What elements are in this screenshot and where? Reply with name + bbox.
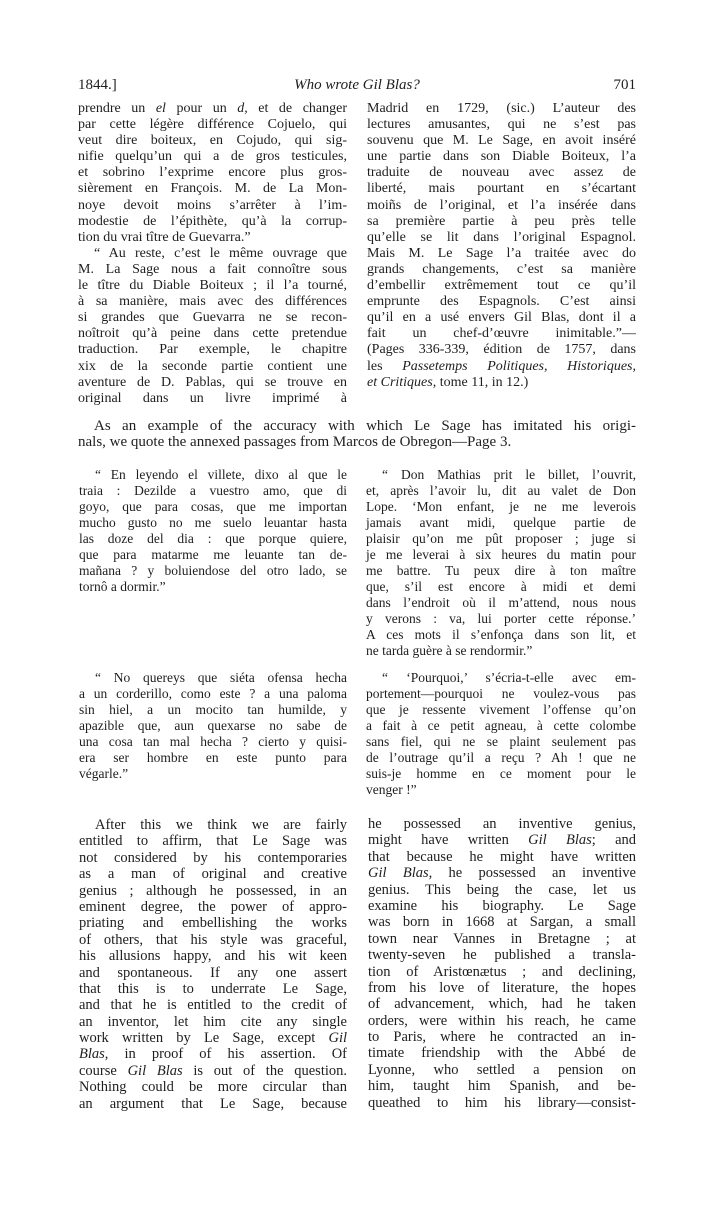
bottom-right-column-text xyxy=(368,816,636,1111)
text-line: emprunte des Espagnols. C’est ainsi xyxy=(367,294,636,310)
top-left-column-text xyxy=(78,101,347,407)
italic-text: Gil Blas xyxy=(127,1062,183,1079)
italic-text: d, xyxy=(237,101,248,116)
text-line: as a man of original and creative xyxy=(79,866,347,883)
text-line: nals, we quote the annexed passages from Marcos de Obregon—Page 3. xyxy=(78,434,512,451)
text-segment: work written by Le Sage, except xyxy=(79,1030,329,1047)
text-segment: is out of the question. xyxy=(182,1062,348,1079)
text-line: sin hiel, a un mocito tan humilde, y xyxy=(79,702,347,717)
text-line: that this is to underrate Le Sage, xyxy=(79,980,347,997)
text-line: sièrement en François. M. de La Mon- xyxy=(78,181,347,197)
text-line: venger !” xyxy=(366,782,417,797)
text-line: souvenu que M. Le Sage, en avoit inséré xyxy=(367,133,636,149)
text-line: “ No quereys que siéta ofensa hecha xyxy=(95,670,347,685)
text-line: Madrid en 1729, (sic.) L’auteur des xyxy=(367,101,636,116)
text-line xyxy=(368,865,636,881)
text-line: “ ‘Pourquoi,’ s’écria-t-elle avec em- xyxy=(382,670,636,685)
text-line: Lope. ‘Mon enfant, je ne me leverois xyxy=(366,499,636,514)
italic-text: Passetemps Politiques, Historiques, xyxy=(402,358,636,374)
text-line: plaisir qu’on me pût proposer ; juge si xyxy=(366,531,636,546)
french-quote-2 xyxy=(366,670,636,798)
text-line xyxy=(79,1030,347,1046)
text-line: et, après l’avoir lu, dit au valet de Don xyxy=(366,483,636,498)
text-line xyxy=(79,1063,347,1079)
text-line: orders, were within his reach, he came xyxy=(368,1012,636,1029)
text-line: Mais M. Le Sage l’a traitée avec do xyxy=(367,245,636,261)
text-line: modestie de l’épithète, qu’à la corrup- xyxy=(78,213,347,229)
text-line: him, taught him Spanish, and be- xyxy=(368,1078,636,1095)
text-line: queathed to him his library—consist- xyxy=(368,1094,636,1111)
text-line: Nothing could be more circular than xyxy=(79,1079,347,1096)
text-segment: might have written xyxy=(368,832,529,849)
text-line xyxy=(79,1046,347,1062)
text-line: las doze del dia : que porque quiere, xyxy=(79,531,347,546)
text-line: an inventor, let him cite any single xyxy=(79,1013,347,1030)
text-line: portement—pourquoi ne voulez-vous pas xyxy=(366,686,636,701)
text-line: qu’il en a usé envers Gil Blas, dont il a xyxy=(367,310,636,326)
text-line xyxy=(367,375,636,391)
text-line: végarle.” xyxy=(79,766,129,781)
text-line: liberté, mais pourtant en s’écartant xyxy=(367,181,636,197)
text-line: of advancement, which, had he taken xyxy=(368,996,636,1013)
text-line: à sa manière, mais avec des différences xyxy=(78,294,347,310)
text-line: “ Don Mathias prit le billet, l’ouvrit, xyxy=(382,467,636,482)
text-segment: et de changer xyxy=(247,101,347,116)
text-line: eminent degree, the power of appro- xyxy=(79,898,347,915)
text-line: A ces mots il s’enfonça dans son lit, et xyxy=(366,627,636,642)
text-line: moiñs de l’original, et l’a insérée dans xyxy=(367,197,636,213)
text-line: que para matarme me leuante tan de- xyxy=(79,547,347,562)
text-line: y verons : va, lui porter cette réponse.’ xyxy=(366,611,636,626)
text-line: sa première partie à peu près telle xyxy=(367,213,636,229)
text-line: que, s’il est encore à midi et demi xyxy=(366,579,636,594)
text-line xyxy=(368,832,636,848)
italic-text: Gil xyxy=(328,1030,347,1047)
text-segment: , in proof of his assertion. Of xyxy=(104,1046,347,1063)
text-line: traduite de nouveau avec assez de xyxy=(367,165,636,181)
text-line: town near Vannes in Bretagne ; at xyxy=(368,930,636,947)
text-line: tornô a dormir.” xyxy=(79,579,166,594)
text-line: “ En leyendo el villete, dixo al que le xyxy=(95,467,347,482)
text-line: noîtroit qu’à peine dans cette pretendue xyxy=(78,326,347,342)
italic-text: Blas xyxy=(79,1046,105,1063)
text-line: dans l’endroit où il m’attend, nous nous xyxy=(366,595,636,610)
text-line: was born in 1668 at Sargan, a small xyxy=(368,914,636,931)
bottom-left-column-text xyxy=(79,817,347,1112)
french-quote-1 xyxy=(366,467,636,659)
italic-text: Gil Blas xyxy=(528,832,592,849)
text-segment: , tome 11, in 12.) xyxy=(432,374,529,390)
intro-paragraph xyxy=(78,418,636,451)
text-line: timate friendship with the Abbé de xyxy=(368,1045,636,1062)
spanish-quote-1 xyxy=(79,467,347,595)
text-line: si grandes que Guevarra ne se recon- xyxy=(78,310,347,326)
text-line: suis-je homme en ce moment pour le xyxy=(366,766,636,781)
text-line: nifie quelqu’un qui a de gros testicules, xyxy=(78,149,347,165)
text-line: me battre. Tu peux dire à ton maître xyxy=(366,563,636,578)
text-line: After this we think we are fairly xyxy=(95,817,347,833)
text-line: an argument that Le Sage, because xyxy=(79,1095,347,1112)
text-line: examine his biography. Le Sage xyxy=(368,897,636,914)
header-title: Who wrote Gil Blas? xyxy=(294,77,420,93)
text-line: xix de la seconde partie contient une xyxy=(78,358,347,374)
text-line: priating and embellishing the works xyxy=(79,915,347,932)
text-line: una cosa tan mal hecha ? cierto y quisi- xyxy=(79,734,347,749)
text-line: entitled to affirm, that Le Sage was xyxy=(79,833,347,850)
text-line: M. La Sage nous a fait connoître sous xyxy=(78,261,347,277)
text-line: goyo, que para cosas, que me importan xyxy=(79,499,347,514)
text-line: Lyonne, who settled a pension on xyxy=(368,1061,636,1078)
text-line: qu’elle se lit dans l’original Espagnol. xyxy=(367,229,636,245)
italic-text: Gil Blas xyxy=(368,865,429,882)
text-line: genius. This being the case, let us xyxy=(368,881,636,898)
text-line: As an example of the accuracy with which Le Sage has imitated his origi- xyxy=(94,418,636,434)
page-number: 701 xyxy=(613,77,636,93)
text-line: apazible que, aun quexarse no sabe de xyxy=(79,718,347,733)
text-line: era ser hombre en este punto para xyxy=(79,750,347,765)
text-line: genius ; although he possessed, in an xyxy=(79,882,347,899)
text-line: noye devoit moins s’arrêter à l’im- xyxy=(78,197,347,213)
header-date: 1844.] xyxy=(78,77,117,93)
top-right-column-text xyxy=(367,101,636,391)
text-line: traia : Dezilde a vuestro amo, que di xyxy=(79,483,347,498)
text-line: his allusions happy, and his wit keen xyxy=(79,948,347,965)
text-line: sans fiel, qui ne se plaint seulement pas xyxy=(366,734,636,749)
text-segment: pour un xyxy=(165,101,238,116)
text-line: de l’outrage qu’il a reçu ? Ah ! que ne xyxy=(366,750,636,765)
text-line: twenty-seven he published a transla- xyxy=(368,947,636,964)
text-line: par cette légère différence Cojuelo, qui xyxy=(78,117,347,133)
text-line: veut dire boiteux, en Cojudo, qui sig- xyxy=(78,133,347,149)
text-line: et sobrino l’exprime encore plus gros- xyxy=(78,165,347,181)
text-line: grands changements, c’est sa manière xyxy=(367,261,636,277)
text-line: he possessed an inventive genius, xyxy=(368,816,636,832)
text-line: aventure de D. Pablas, qui se trouve en xyxy=(78,374,347,390)
text-line: tion of Aristœnætus ; and declining, xyxy=(368,963,636,980)
text-line: d’embellir extrêmement tout ce qu’il xyxy=(367,278,636,294)
text-line: that because he might have written xyxy=(368,848,636,865)
text-line xyxy=(78,101,347,117)
text-line: jamais avant midi, quelque partie de xyxy=(366,515,636,530)
text-line: from his love of literature, the hopes xyxy=(368,979,636,996)
text-line: of others, that his style was graceful, xyxy=(79,931,347,948)
text-line: traduction. Par exemple, le chapitre xyxy=(78,342,347,358)
text-line: and spontaneous. If any one assert xyxy=(79,964,347,981)
italic-text: el xyxy=(155,101,166,116)
text-line: une partie dans son Diable Boiteux, l’a xyxy=(367,149,636,165)
text-line: original dans un livre imprimé à xyxy=(78,390,347,406)
text-line: que je ressente vivement l’offense qu’on xyxy=(366,702,636,717)
text-line: and that he is entitled to the credit of xyxy=(79,997,347,1014)
text-line: tion du vrai tître de Guevarra.” xyxy=(78,229,251,245)
text-line: le tître du Diable Boiteux ; il l’a tourné, xyxy=(78,278,347,294)
text-line: ne tarda guère à se rendormir.” xyxy=(366,643,533,658)
text-line: lectures amusantes, qui ne s’est pas xyxy=(367,117,636,133)
text-line: “ Au reste, c’est le même ouvrage que xyxy=(94,245,347,261)
text-segment: les xyxy=(367,358,403,374)
text-segment: prendre un xyxy=(78,101,156,116)
text-segment: ; and xyxy=(591,832,637,849)
text-line: fait un chef-d’œuvre inimitable.”— xyxy=(367,326,636,342)
spanish-quote-2 xyxy=(79,670,347,782)
text-line: a un corderillo, como este ? a una paloma xyxy=(79,686,347,701)
italic-text: et Critiques xyxy=(367,374,433,390)
text-line: to Paris, where he contracted an in- xyxy=(368,1029,636,1046)
text-line: not considered by his contemporaries xyxy=(79,849,347,866)
running-header xyxy=(78,77,636,95)
text-line: a fait à ce petit agneau, à cette colombe xyxy=(366,718,636,733)
text-line: (Pages 336-339, édition de 1757, dans xyxy=(367,342,636,358)
text-line: je me leverai à six heures du matin pour xyxy=(366,547,636,562)
text-line xyxy=(367,359,636,375)
text-segment: course xyxy=(79,1062,128,1079)
text-line: mucho gusto no me suelo leuantar hasta xyxy=(79,515,347,530)
text-segment: , he possessed an inventive xyxy=(428,865,636,882)
text-line: mañana ? y boluiendose del otro lado, se xyxy=(79,563,347,578)
